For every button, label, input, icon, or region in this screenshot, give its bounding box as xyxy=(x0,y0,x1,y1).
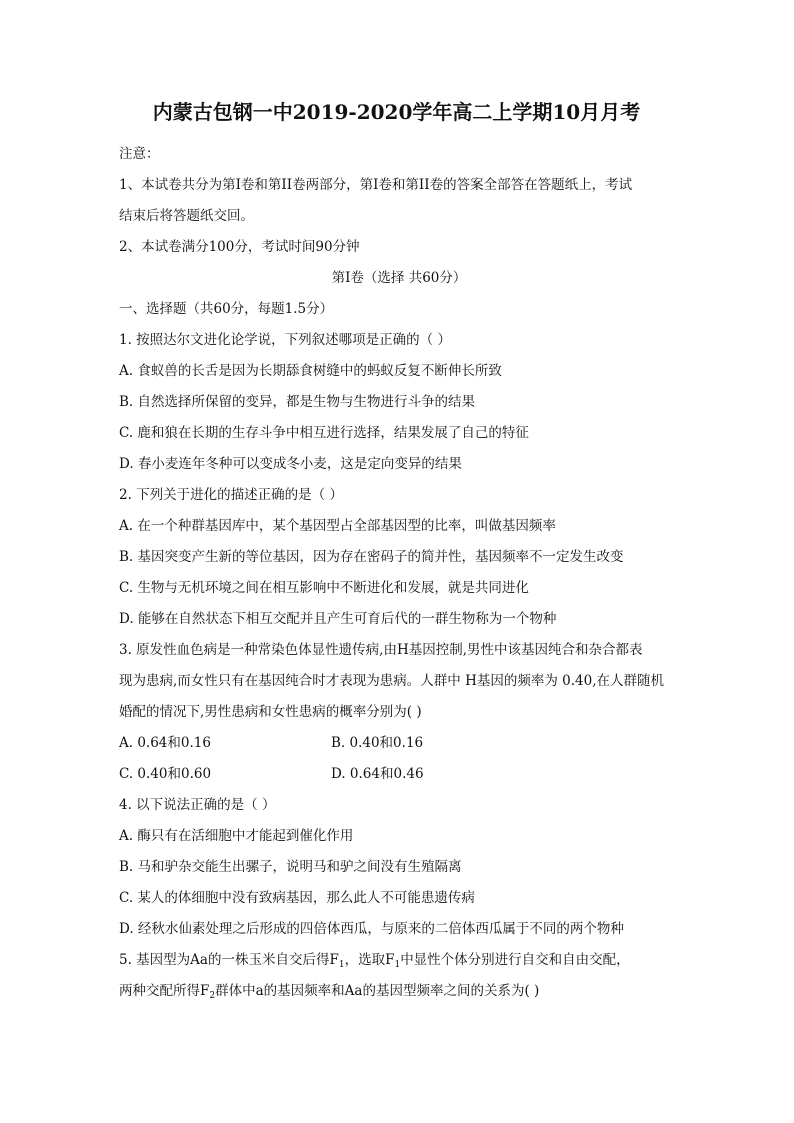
notice-1-line-1: 1、本试卷共分为第I卷和第II卷两部分，第I卷和第II卷的答案全部答在答题纸上，考试 xyxy=(119,177,633,193)
question-5-text-2a: 两种交配所得F xyxy=(119,983,210,999)
exam-title: 内蒙古包钢一中2019-2020学年高二上学期10月月考 xyxy=(152,100,641,124)
question-3-option-c: C. 0.40和0.60 xyxy=(119,766,212,782)
question-3-stem-line-3: 婚配的情况下,男性患病和女性患病的概率分别为( ) xyxy=(119,704,422,720)
question-3-stem-line-2: 现为患病,而女性只有在基因纯合时才表现为患病。人群中 H基因的频率为 0.40,在人群随机 xyxy=(119,673,664,689)
question-1-stem: 1. 按照达尔文进化论学说，下列叙述哪项是正确的（ ） xyxy=(119,332,451,348)
question-5-stem-line-1 xyxy=(119,945,679,976)
question-5-text-2b: 群体中a的基因频率和Aa的基因型频率之间的关系为( ) xyxy=(215,983,540,999)
question-4-option-b: B. 马和驴杂交能生出骡子，说明马和驴之间没有生殖隔离 xyxy=(119,859,462,875)
question-3-options-row-1 xyxy=(119,728,679,759)
question-2-option-c: C. 生物与无机环境之间在相互影响中不断进化和发展，就是共同进化 xyxy=(119,580,529,596)
question-4-stem: 4. 以下说法正确的是（ ） xyxy=(119,797,276,813)
part-heading: 一、选择题（共60分，每题1.5分） xyxy=(119,301,334,317)
question-1-option-c: C. 鹿和狼在长期的生存斗争中相互进行选择，结果发展了自己的特征 xyxy=(119,425,529,441)
notice-1-line-2: 结束后将答题纸交回。 xyxy=(119,208,254,224)
question-5-sub-1b: 1 xyxy=(394,960,401,970)
exam-page xyxy=(119,98,679,1007)
question-1-option-a: A. 食蚁兽的长舌是因为长期舔食树缝中的蚂蚁反复不断伸长所致 xyxy=(119,363,502,379)
question-5-text-1c: 中显性个体分别进行自交和自由交配， xyxy=(400,952,630,968)
question-3-stem-line-1: 3. 原发性血色病是一种常染色体显性遗传病,由H基因控制,男性中该基因纯合和杂合都表 xyxy=(119,642,643,658)
question-4-option-c: C. 某人的体细胞中没有致病基因，那么此人不可能患遗传病 xyxy=(119,890,475,906)
section-title: 第I卷（选择 共60分） xyxy=(331,270,467,286)
question-5-text-1b: ，选取F xyxy=(344,952,395,968)
question-1-option-b: B. 自然选择所保留的变异，都是生物与生物进行斗争的结果 xyxy=(119,394,476,410)
question-4-option-a: A. 酶只有在活细胞中才能起到催化作用 xyxy=(119,828,354,844)
question-3-options-row-2 xyxy=(119,759,679,790)
question-2-option-b: B. 基因突变产生新的等位基因，因为存在密码子的简并性，基因频率不一定发生改变 xyxy=(119,549,624,565)
question-5-text-1a: 5. 基因型为Aa的一株玉米自交后得F xyxy=(119,952,339,968)
question-5-sub-2: 2 xyxy=(209,991,216,1001)
question-3-option-d: D. 0.64和0.46 xyxy=(331,766,424,782)
question-2-stem: 2. 下列关于进化的描述正确的是（ ） xyxy=(119,487,343,503)
question-1-option-d: D. 春小麦连年冬种可以变成冬小麦，这是定向变异的结果 xyxy=(119,456,462,472)
question-4-option-d: D. 经秋水仙素处理之后形成的四倍体西瓜，与原来的二倍体西瓜属于不同的两个物种 xyxy=(119,921,624,937)
question-2-option-a: A. 在一个种群基因库中，某个基因型占全部基因型的比率，叫做基因频率 xyxy=(119,518,556,534)
question-3-option-b: B. 0.40和0.16 xyxy=(331,735,424,751)
question-5-stem-line-2 xyxy=(119,976,679,1007)
notice-2: 2、本试卷满分100分，考试时间90分钟 xyxy=(119,239,360,255)
question-2-option-d: D. 能够在自然状态下相互交配并且产生可育后代的一群生物称为一个物种 xyxy=(119,611,557,627)
notice-heading: 注意： xyxy=(119,146,160,162)
question-3-option-a: A. 0.64和0.16 xyxy=(119,735,211,751)
question-5-sub-1a: 1 xyxy=(338,960,345,970)
